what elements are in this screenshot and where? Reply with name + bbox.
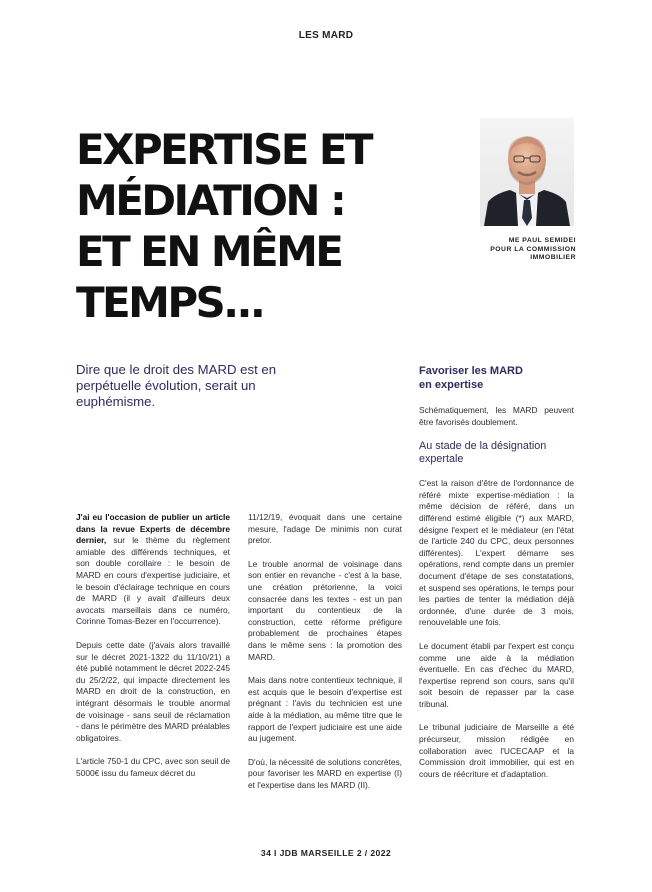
paragraph-text: sur le thème du règlement amiable des différends techniques, et son double corollaire : le besoin de MARD en cours d'expertise judiciaire, et le besoin d'éclairage technique en cours de MARD (il y avait d'ailleurs deux avocats marseillais dans ce numéro, Corinne Tomas-Bezer en l'occurrence). [76,535,230,627]
author-caption [470,237,576,263]
body-column-1 [76,512,230,791]
paragraph: Le document établi par l'expert est conçu comme une aide à la médiation éventuelle. En cas d'échec du MARD, l'expertise reprend son cours, sans qu'il soit besoin de repasser par la case tribunal. [419,640,574,709]
section-label: LES MARD [298,30,354,41]
paragraph: Mais dans notre contentieux technique, il est acquis que le besoin d'expertise est prégnant : l'avis du technicien est une aide à la médiation, au même titre que le rapport de l'expert judiciaire est une aide au jugement. [248,675,402,744]
article-headline [76,124,416,328]
paragraph: L'article 750-1 du CPC, avec son seuil de 5000€ issu du fameux décret du [76,756,230,778]
page-footer: 34 I JDB MARSEILLE 2 / 2022 [260,848,392,858]
caption-line: IMMOBILIER [530,254,576,262]
paragraph: Le trouble anormal de voisinage dans son entier en revanche - c'est à la base, une création prétorienne, la voici consacrée dans les textes - est un pan important du contentieux de la construction, cette réforme préfigure probablement de prochaines étapes dans le même sens : la promotion des MARD. [248,558,402,662]
section-heading [419,364,599,392]
intro-standfirst: Dire que le droit des MARD est en perpétuelle évolution, serait un euphémisme. [76,362,277,409]
headline-line: TEMPS... [76,278,264,327]
paragraph: Le tribunal judiciaire de Marseille a été précurseur, mission rédigée en collaboration avec l'UCECAAP et la Commission droit immobilier, qui est en cours de réécriture et d'adaptation. [419,722,574,779]
paragraph: Depuis cette date (j'avais alors travaillé sur le décret 2021-1322 du 11/10/21) a été publié notamment le décret 2022-245 du 25/2/22, qui impacte directement les MARD en droit de la construction, en intégrant désormais le trouble anormal de voisinage - sans seuil de réclamation - dans le périmètre des MARD préalables obligatoires. [76,639,230,743]
lead-text: J'ai eu l'occasion de publier un article dans la revue Experts de décembre dernier, [76,512,230,546]
author-portrait [480,118,574,226]
body-column-2 [248,512,402,803]
paragraph: D'où, la nécessité de solutions concrètes, pour favoriser les MARD en expertise (I) et l'expertise dans les MARD (II). [248,756,402,790]
section-heading-line: en expertise [419,379,484,391]
paragraph: Schématiquement, les MARD peuvent être favorisés doublement. [419,405,574,427]
body-column-3 [419,405,574,792]
headline-line: EXPERTISE ET [76,125,371,174]
headline-line: ET EN MÊME [76,227,342,276]
subsection-heading: Au stade de la désignation expertale [419,440,547,466]
paragraph: C'est la raison d'être de l'ordonnance de référé mixte expertise-médiation : la même décision de référé, dans un différend estimé éligible (*) aux MARD, désigne l'expert et le médiateur (en l'état de l'article 240 du CPC, deux personnes différentes). L'expert démarre ses opérations, rend compte dans un premier document d'étape de ses constatations, et suspend ses opérations, le temps pour les parties de tenter la médiation déjà ordonnée, d'une durée de 3 mois, renouvelable une fois. [419,478,574,628]
section-heading-line: Favoriser les MARD [419,365,523,377]
caption-line: ME PAUL SEMIDEI [508,237,576,244]
caption-line: POUR LA COMMISSION [490,245,576,253]
paragraph [76,512,230,628]
headline-line: MÉDIATION : [76,176,345,225]
paragraph: 11/12/19, évoquait dans une certaine mesure, l'adage De minimis non curat pretor. [248,512,402,546]
